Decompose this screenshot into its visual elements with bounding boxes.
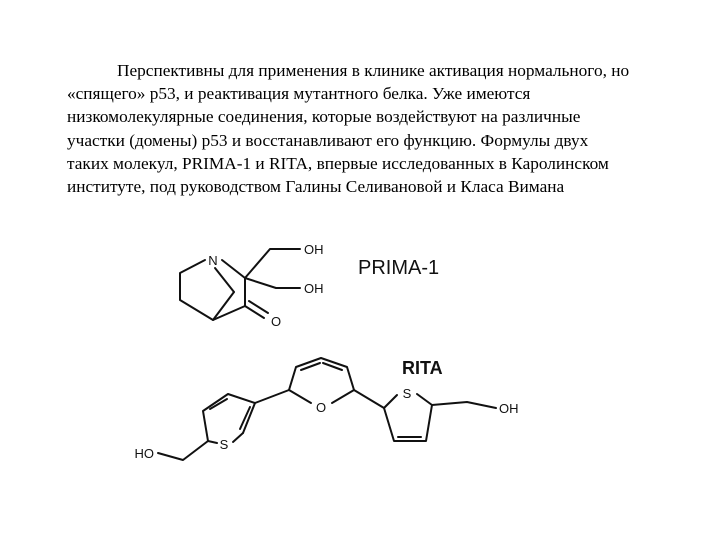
rita-atom-ho: HO: [134, 446, 154, 461]
paragraph-line: «спящего» p53, и реактивация мутантного белка. Уже имеются: [67, 84, 531, 104]
paragraph-line: институте, под руководством Галины Селивановой и Класа Вимана: [67, 177, 565, 197]
prima1-label: PRIMA-1: [358, 257, 440, 279]
rita-atom-s1: S: [219, 437, 229, 452]
rita-atom-s2: S: [402, 386, 412, 401]
paragraph-line: участки (домены) p53 и восстанавливают его функцию. Формулы двух: [67, 130, 589, 150]
rita-atom-o: O: [315, 400, 327, 415]
prima1-atom-oh2: OH: [304, 281, 324, 296]
paragraph-line: таких молекул, PRIMA-1 и RITA, впервые исследованных в Каролинском: [67, 153, 609, 173]
prima1-atom-oh1: OH: [304, 242, 324, 257]
prima1-structure: [180, 249, 300, 320]
rita-label: RITA: [402, 358, 443, 378]
paragraph-line: низкомолекулярные соединения, которые воздействуют на различные: [67, 107, 581, 127]
paragraph-line: Перспективны для применения в клинике активация нормального, но: [117, 61, 630, 80]
prima1-atom-o: O: [270, 314, 282, 329]
rita-atom-oh: OH: [499, 401, 519, 416]
prima1-atom-n: N: [208, 253, 218, 268]
rita-structure: [158, 358, 496, 460]
